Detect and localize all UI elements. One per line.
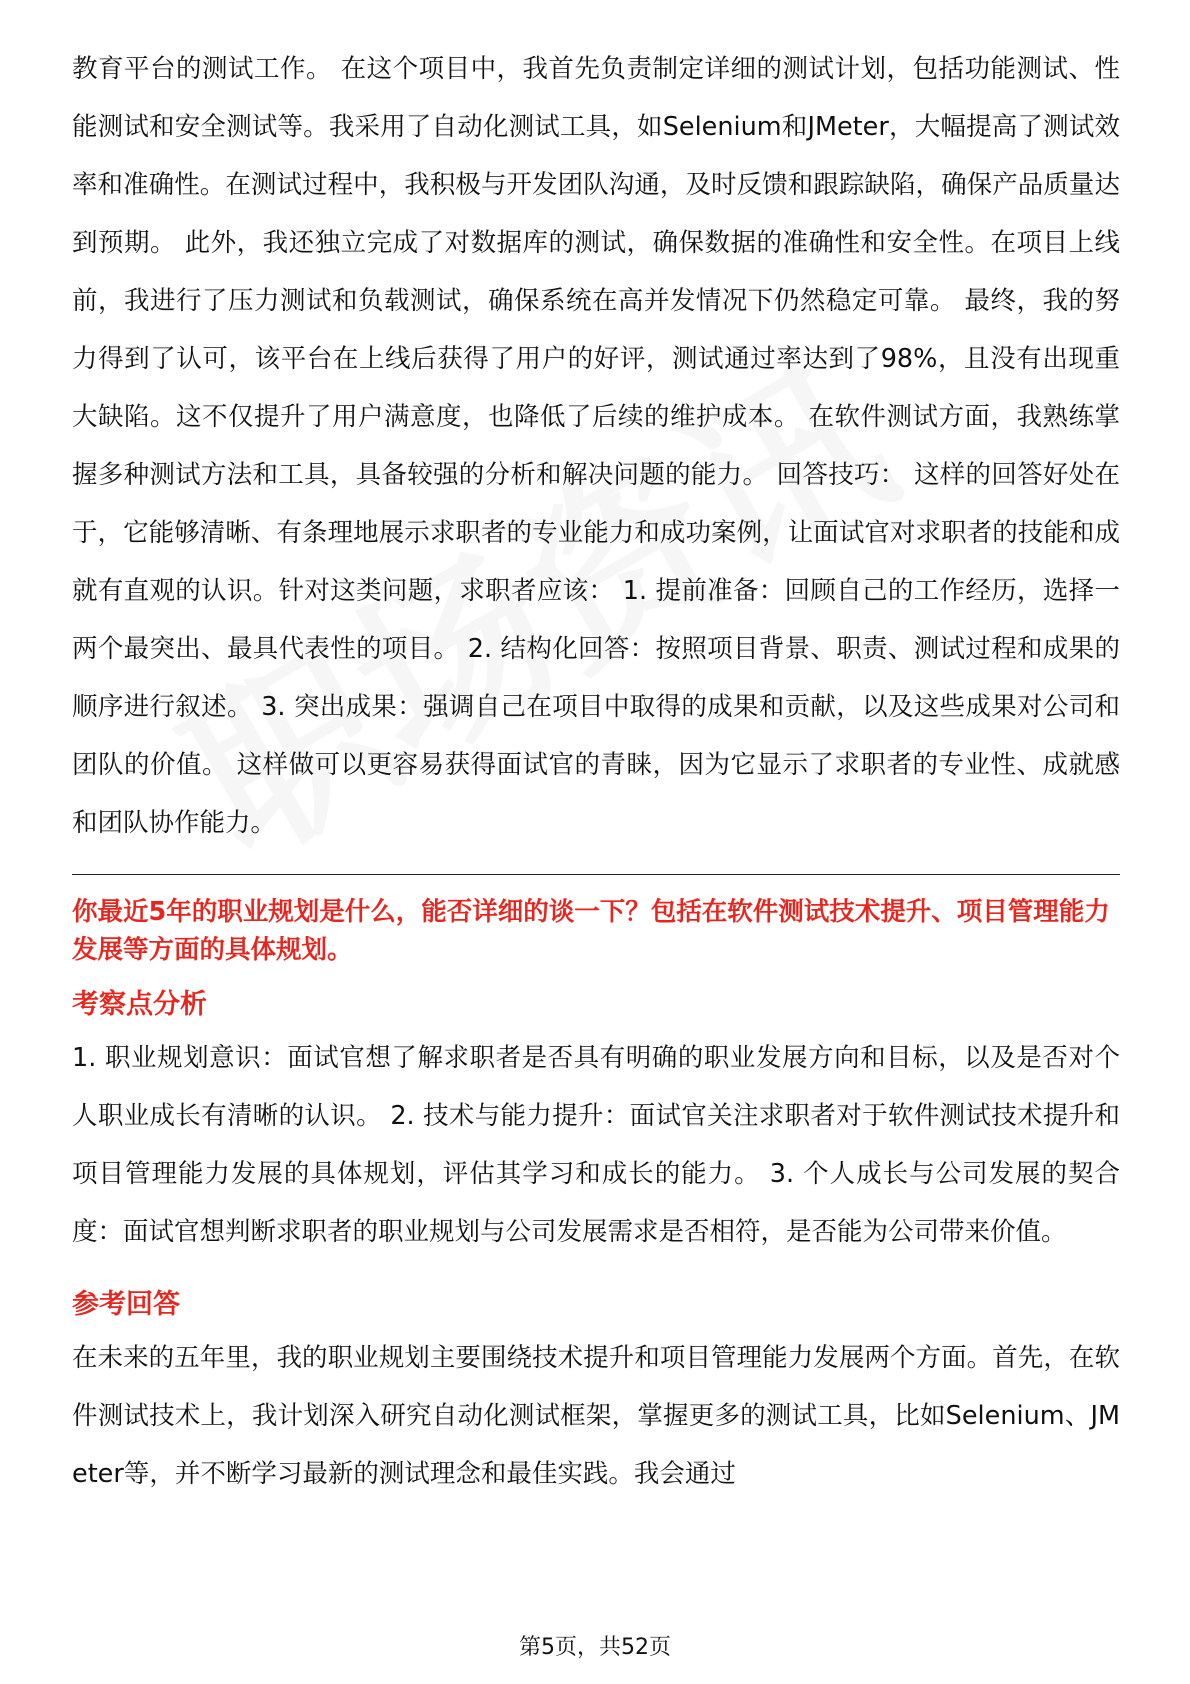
document-page bbox=[72, 40, 1120, 1503]
analysis-heading: 考察点分析 bbox=[72, 989, 207, 1020]
reference-answer-heading: 参考回答 bbox=[72, 1289, 180, 1320]
analysis-paragraph: 1. 职业规划意识：面试官想了解求职者是否具有明确的职业发展方向和目标，以及是否对个人职业成长有清晰的认识。 2. 技术与能力提升：面试官关注求职者对于软件测试技术提升和项目管理能力发展的具体规划，评估其学习和成长的能力。 3. 个人成长与公司发展的契合度：面试官想判断求职者的职业规划与公司发展需求是否相符，是否能为公司带来价值。 bbox=[72, 1043, 1120, 1247]
answer-continued-paragraph: 教育平台的测试工作。 在这个项目中，我首先负责制定详细的测试计划，包括功能测试、性能测试和安全测试等。我采用了自动化测试工具，如Selenium和JMeter，大幅提高了测试效率和准确性。在测试过程中，我积极与开发团队沟通，及时反馈和跟踪缺陷，确保产品质量达到预期。 此外，我还独立完成了对数据库的测试，确保数据的准确性和安全性。在项目上线前，我进行了压力测试和负载测试，确保系统在高并发情况下仍然稳定可靠。 最终，我的努力得到了认可，该平台在上线后获得了用户的好评，测试通过率达到了98%，且没有出现重大缺陷。这不仅提升了用户满意度，也降低了后续的维护成本。 在软件测试方面，我熟练掌握多种测试方法和工具，具备较强的分析和解决问题的能力。 回答技巧： 这样的回答好处在于，它能够清晰、有条理地展示求职者的专业能力和成功案例，让面试官对求职者的技能和成就有直观的认识。针对这类问题，求职者应该： 1. 提前准备：回顾自己的工作经历，选择一两个最突出、最具代表性的项目。 2. 结构化回答：按照项目背景、职责、测试过程和成果的顺序进行叙述。 3. 突出成果：强调自己在项目中取得的成果和贡献，以及这些成果对公司和团队的价值。 这样做可以更容易获得面试官的青睐，因为它显示了求职者的专业性、成就感和团队协作能力。 bbox=[72, 54, 1120, 838]
section-divider bbox=[72, 874, 1120, 875]
interview-question: 你最近5年的职业规划是什么，能否详细的谈一下？包括在软件测试技术提升、项目管理能力发展等方面的具体规划。 bbox=[72, 897, 1110, 965]
page-number: 第5页，共52页 bbox=[519, 1635, 671, 1660]
reference-answer-paragraph: 在未来的五年里，我的职业规划主要围绕技术提升和项目管理能力发展两个方面。首先，在软件测试技术上，我计划深入研究自动化测试框架，掌握更多的测试工具，比如Selenium、JMeter等，并不断学习最新的测试理念和最佳实践。我会通过 bbox=[72, 1343, 1120, 1489]
